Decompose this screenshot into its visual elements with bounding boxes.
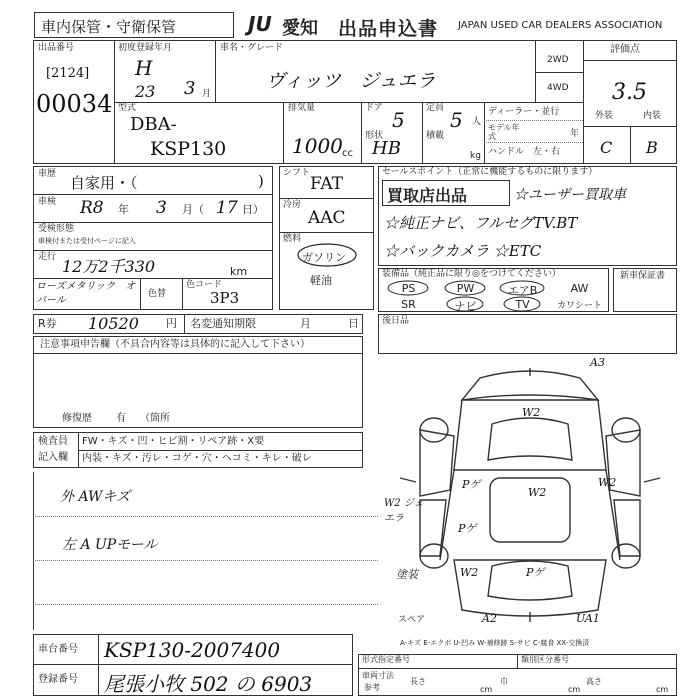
height-cm: cm [656,685,669,694]
repair-yes-label: 有 [116,413,126,424]
history-label: 車歴 [38,169,57,179]
mark-roof: W2 [528,486,547,499]
mileage-label: 走行 [38,252,57,262]
equip-ps: PS [401,282,416,295]
name-change-label: 名変通知期限 [190,317,256,330]
shaken-day-unit: 日） [242,203,264,216]
width-label: 巾 [500,677,508,686]
aircon-label: 冷房 [283,200,302,210]
lot-bracket: [2124] [46,66,90,81]
shift-value: FAT [310,174,344,194]
color-code-label: 色コード [186,280,223,290]
sales-point-label: セールスポイント（正常に機能するものに限ります） [382,167,598,177]
day-label: 日 [348,317,359,330]
history-value: 自家用・（ [70,174,138,192]
mark-rear-left: 塗装 [396,568,418,581]
inspector-label: 検査員 [38,436,68,447]
type-code: KSP130 [150,138,227,160]
handle-label: ハンドル 左・右 [488,147,561,157]
kg-unit: kg [470,151,481,161]
post-seat-box [378,314,677,354]
entry-col-label: 記入欄 [38,452,68,463]
car-name: ヴィッツ ジュエラ [266,70,436,92]
mark-hood: W2 [522,406,541,419]
mark-rear-ua: UA1 [576,612,600,625]
model-type-label: 型式 [118,103,137,113]
dims-label: 車両寸法 [362,671,394,680]
reg-month: 3 [184,78,196,99]
color-name: ローズメタリック オパール [36,281,136,306]
sales-title: 買取店出品 [382,180,510,206]
lot-no-value: 00034 [36,90,113,118]
seat-unit: 人 [472,117,482,127]
two-wd-label: 2WD [547,55,569,65]
equip-leather: カワシート [556,301,602,311]
model-grade-label: 車名・グレード [220,43,284,53]
lot-no-label: 出品番号 [38,43,75,53]
reg-no-value: 尾張小牧 502 の 6903 [104,672,313,696]
org-name-ja: 愛知 [282,18,318,39]
color-code-value: 3P3 [210,289,240,307]
equip-tv: TV [515,298,530,311]
four-wd-label: 4WD [547,83,569,93]
year-unit: 年 [570,129,580,139]
aircon-value: AAC [308,208,346,228]
length-cm: cm [480,685,493,694]
history-close: ) [258,172,264,190]
shaken-month-unit: 月（ [182,203,204,216]
mark-rear-a: A2 [482,612,497,625]
equip-navi: ナビ [454,300,477,313]
equip-sr: SR [401,298,416,311]
note-line-2: 左 A UPモール [62,537,158,553]
reg-year: 23 [135,82,156,101]
doors-value: 5 [392,108,405,132]
org-name-en: JAPAN USED CAR DEALERS ASSOCIATION [458,20,663,31]
interior-row: 内装・キズ・汚レ・コゲ・穴・ヘコミ・キレ・破レ [82,453,312,464]
repair-history-label: 修復歴 [62,413,92,424]
shaken-era: R8 [80,198,104,218]
interior-grade: B [646,138,658,157]
equip-airbag: エアB [507,284,538,297]
r-ken-value: 10520 [88,314,139,333]
sales-note-1: ☆ユーザー買取車 [514,187,626,203]
warranty-label: 新車保証書 [620,271,666,281]
type-prefix: DBA- [130,114,177,135]
equip-pw: PW [456,282,475,295]
fuel-label: 燃料 [283,234,302,244]
category-no-label: 類別区分番号 [521,655,569,664]
cc-unit: cc [342,148,353,159]
dealer-label: ディーラー・並行 [488,107,560,117]
color-change-label: 色替 [148,289,167,299]
mark-right-fender: W2 [598,476,617,489]
storage-stamp: 車内保管・守衛保管 [34,12,234,38]
mark-left-fender: Pゲ [462,478,481,491]
shape-value: HB [372,138,401,159]
reg-era: H [135,56,153,80]
seats-value: 5 [450,108,463,132]
mark-rear-bumper: W2 [460,566,479,579]
mark-front: A3 [590,356,605,369]
ref-label: 参考 [364,683,380,692]
form-title: 出品申込書 [338,18,439,40]
displacement-value: 1000 [292,134,343,158]
post-seat-label: 後日品 [382,316,410,326]
chassis-no-label: 車台番号 [38,644,78,655]
km-unit: km [230,265,248,278]
rating-value: 3.5 [612,80,647,105]
equipment-label: 装備品（純正品に限り◎をつけてください） [382,269,561,279]
gasoline-circle [296,242,358,268]
sales-note-3: ☆バックカメラ ☆ETC [384,242,542,260]
shaken-day: 17 [216,198,238,218]
reg-no-label: 登録番号 [38,674,78,685]
type-designation-label: 形式指定番号 [362,655,410,664]
note-line-1: 外 AWキズ [60,489,131,505]
mileage-value: 12万2千330 [62,257,156,276]
mark-left-side: W2 ジェエラ [384,498,424,524]
shaken-year-unit: 年 [118,203,129,216]
r-ken-label: R券 [38,317,57,330]
fuel-diesel: 軽油 [310,274,332,287]
sales-note-2: ☆純正ナビ、フルセグTV.BT [384,214,578,232]
displacement-label: 排気量 [288,103,316,113]
shaken-month: 3 [156,198,167,218]
fw-row: FW・キズ・凹・ヒビ割・リペア跡・X要 [82,436,265,447]
shift-label: シフト [283,168,311,178]
exterior-grade: C [600,138,613,157]
month-label: 月 [300,317,311,330]
doors-label: ドア [365,103,383,113]
height-label: 高さ [586,677,602,686]
rating-label: 評価点 [610,44,640,55]
first-reg-label: 初度登録年月 [118,43,173,53]
spare-label: スペア [398,615,426,625]
mark-left-rear-door: Pゲ [458,522,477,535]
shape-label: 形状 [365,131,384,141]
load-label: 積載 [426,131,445,141]
repair-place-label: （箇所 [140,413,170,424]
fuel-gasoline: ガソリン [302,251,346,264]
shaken-label: 車検 [38,197,57,207]
notes-label: 注意事項申告欄（不具合内容等は具体的に記入して下さい） [40,339,310,350]
reg-month-unit: 月 [202,89,212,99]
ju-logo: JU [248,12,272,36]
legend-text: A-キズ E-エクボ U-凹み W-補修跡 S-サビ C-腐食 XX-交換済 [400,639,590,647]
chassis-no-value: KSP130-2007400 [104,638,281,662]
model-year-label: モデル年式 [488,123,520,141]
seats-label: 定員 [426,103,445,113]
yen-unit: 円 [166,317,177,330]
equipment-circles [380,280,608,314]
mark-rear-roof: Pゲ [526,566,545,579]
exterior-label: 外装 [595,111,614,121]
receive-form-note: 車検付または受付ページに記入 [38,237,136,245]
receive-form-label: 受検形態 [38,224,75,234]
length-label: 長さ [410,677,426,686]
interior-label: 内装 [643,111,662,121]
width-cm: cm [568,685,581,694]
equip-aw: AW [570,282,589,295]
